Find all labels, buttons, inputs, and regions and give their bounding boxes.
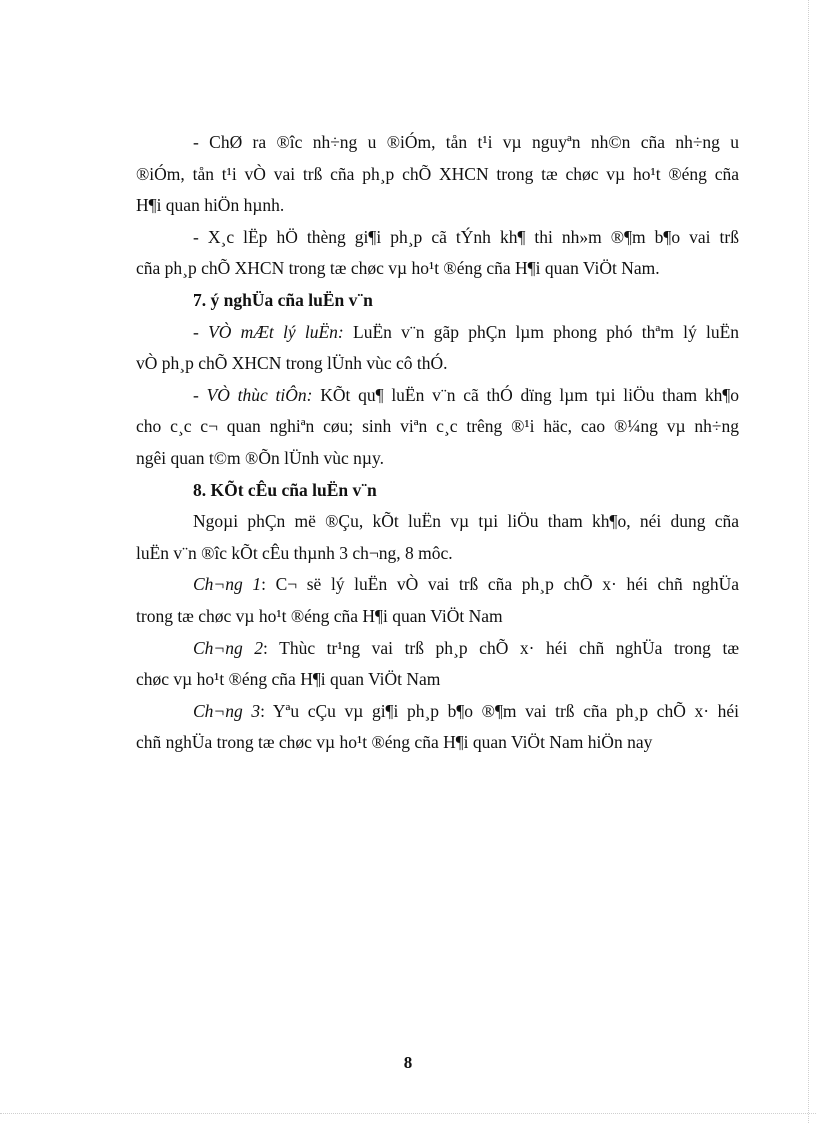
body-line <box>136 696 739 728</box>
page-number: 8 <box>403 1053 413 1072</box>
section-heading: 8. KÕt cÊu cña luËn v¨n <box>193 479 377 500</box>
body-line: Ngoµi phÇn më ®Çu, kÕt luËn vµ tµi liÖu tham kh¶o, néi dung cña <box>193 511 739 532</box>
body-line <box>136 317 739 349</box>
section-heading: 7. ý nghÜa cña luËn v¨n <box>193 289 373 310</box>
line-text: : C¬ së lý luËn vÒ vai trß cña ph¸p chÕ x· héi chñ nghÜa <box>261 574 739 595</box>
page-edge-bottom <box>0 1113 816 1114</box>
italic-label: VÒ mÆt lý luËn: <box>208 321 344 342</box>
line-prefix: - <box>193 321 209 342</box>
body-line <box>136 569 739 601</box>
chapter-label: Ch¬ng 2 <box>193 637 264 658</box>
body-line: - ChØ ra ®îc nh÷ng u ®iÓm, tån t¹i vµ nguyªn nh©n cña nh÷ng u <box>193 132 739 152</box>
body-line: ngêi quan t©m ®Õn lÜnh vùc nµy. <box>136 447 384 468</box>
body-line: - X¸c lËp hÖ thèng gi¶i ph¸p cã tÝnh kh¶ thi nh»m ®¶m b¶o vai trß <box>193 226 739 247</box>
body-line: cña ph¸p chÕ XHCN trong tæ chøc vµ ho¹t ®éng cña H¶i quan ViÖt Nam. <box>136 258 660 279</box>
body-line: vÒ ph¸p chÕ XHCN trong lÜnh vùc cô thÓ. <box>136 353 448 374</box>
body-line: H¶i quan hiÖn hµnh. <box>136 195 285 216</box>
body-line: ®iÓm, tån t¹i vÒ vai trß cña ph¸p chÕ XHCN trong tæ chøc vµ ho¹t ®éng cña <box>136 163 739 184</box>
body-line: chøc vµ ho¹t ®éng cña H¶i quan ViÖt Nam <box>136 669 441 690</box>
chapter-label: Ch¬ng 3 <box>193 700 261 721</box>
line-text: : Thùc tr¹ng vai trß ph¸p chÕ x· héi chñ nghÜa trong tæ <box>263 637 739 658</box>
line-text: : Yªu cÇu vµ gi¶i ph¸p b¶o ®¶m vai trß cña ph¸p chÕ x· héi <box>260 700 739 721</box>
line-text: LuËn v¨n gãp phÇn lµm phong phó thªm lý luËn <box>343 321 739 342</box>
body-line <box>136 633 739 665</box>
italic-label: VÒ thùc tiÔn: <box>206 384 313 405</box>
chapter-label: Ch¬ng 1 <box>193 574 262 595</box>
document-body <box>136 127 739 759</box>
line-prefix: - <box>193 384 207 405</box>
body-line: trong tæ chøc vµ ho¹t ®éng cña H¶i quan ViÖt Nam <box>136 605 503 626</box>
body-line <box>136 380 739 412</box>
line-text: KÕt qu¶ luËn v¨n cã thÓ dïng lµm tµi liÖu tham kh¶o <box>312 384 739 405</box>
body-line: luËn v¨n ®îc kÕt cÊu thµnh 3 ch¬ng, 8 môc. <box>136 542 453 563</box>
body-line: chñ nghÜa trong tæ chøc vµ ho¹t ®éng cña H¶i quan ViÖt Nam hiÖn nay <box>136 732 653 753</box>
body-line: cho c¸c c¬ quan nghiªn cøu; sinh viªn c¸c trêng ®¹i häc, cao ®¼ng vµ nh÷ng <box>136 416 739 437</box>
page-edge-right <box>808 0 809 1123</box>
